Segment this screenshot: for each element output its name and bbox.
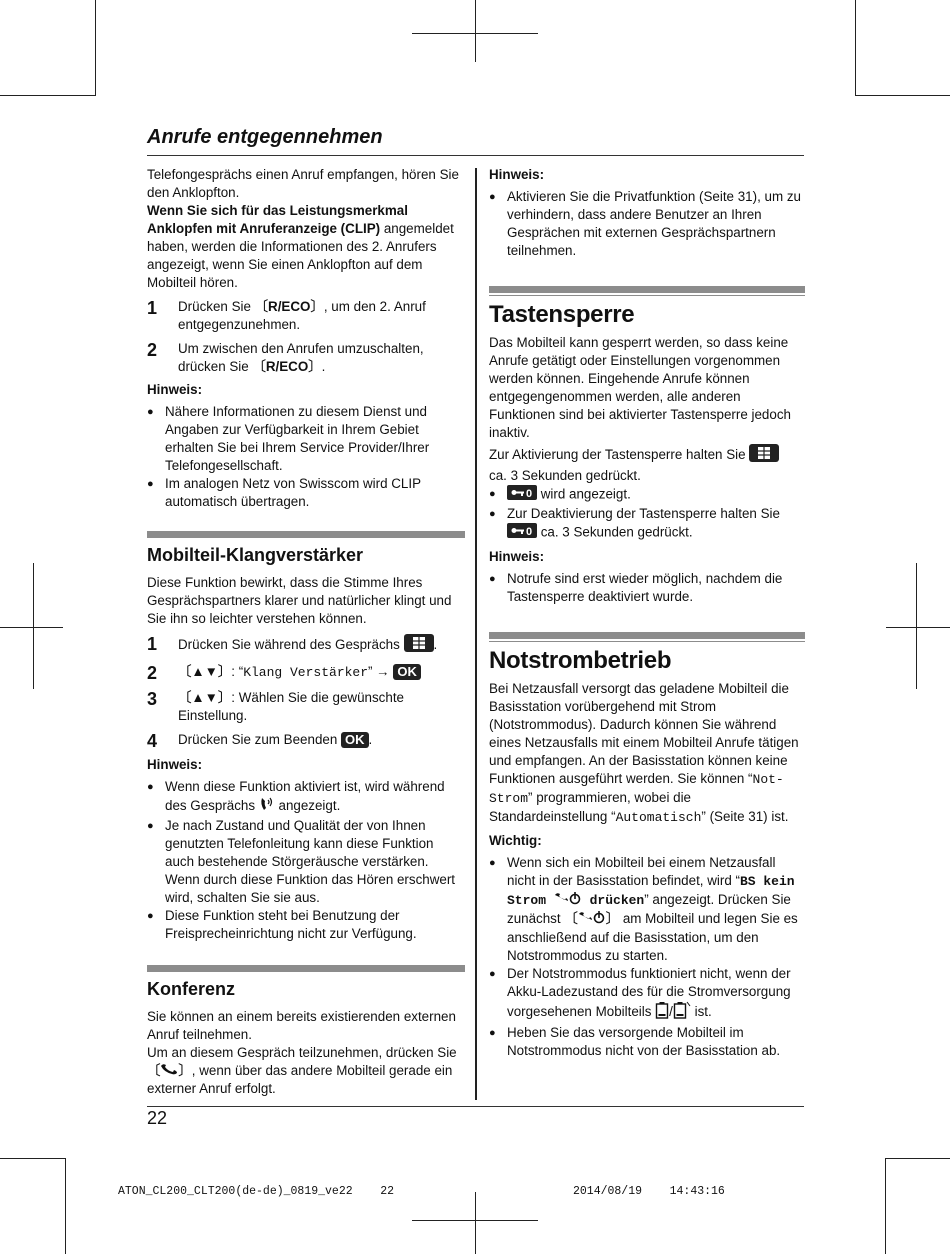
list-item: ● Zur Deaktivierung der Tastensperre halten Sie 0 ca. 3 Sekunden gedrückt. (489, 505, 805, 543)
step-2: 2 〔▲▼〕: “Klang Verstärker” → OK (147, 663, 465, 683)
klang-intro: Diese Funktion bewirkt, dass die Stimme Ihres Gesprächspartners klarer und natürlicher klingt und Sie ihn so leichter verstehen können. (147, 575, 452, 626)
key-lock-icon (507, 523, 537, 543)
konferenz-p2: Um an diesem Gespräch teilzunehmen, drücken Sie 〔 〕, wenn über das andere Mobilteil gerade ein externer Anruf erfolgt. (147, 1045, 457, 1097)
section-bar (489, 286, 805, 293)
left-column (147, 166, 465, 1098)
list-item: ● Heben Sie das versorgende Mobilteil im Notstrommodus nicht von der Basisstation ab. (489, 1025, 781, 1059)
section-bar (147, 965, 465, 972)
battery-low-icon (673, 1001, 691, 1024)
hint-label: Hinweis: (147, 382, 203, 397)
section-title-klang: Mobilteil-Klangverstärker (147, 545, 364, 565)
menu-icon (404, 634, 434, 657)
print-date-info: 2014/08/19 14:43:16 (573, 1185, 725, 1198)
section-title-konferenz: Konferenz (147, 979, 236, 999)
hint-label: Hinweis: (147, 757, 203, 772)
svg-text:0: 0 (526, 488, 533, 500)
footer-rule (147, 1106, 804, 1107)
print-file-info: ATON_CL200_CLT200(de-de)_0819_ve22 22 (118, 1185, 395, 1198)
menu-icon (749, 444, 779, 467)
clip-paragraph (147, 202, 465, 292)
lock-paragraph: Das Mobilteil kann gesperrt werden, so dass keine Anrufe getätigt oder Einstellungen vorgenommen werden können. Eingehende Anrufe können entgegengenommen werden, alle anderen Funktionen sind bei aktivierter Tastensperre jedoch inaktiv. (489, 335, 791, 440)
list-item: ● Nähere Informationen zu diesem Dienst und Angaben zur Verfügbarkeit in Ihrem Gebiet erhalten Sie bei Ihrem Service Provider/Ihrer Telefongesellschaft. (147, 404, 430, 473)
important-label: Wichtig: (489, 833, 542, 848)
list-item: ● Je nach Zustand und Qualität der von Ihnen genutzten Telefonleitung kann diese Funktion auch bestehende Störgeräusche verstärken. Wenn durch diese Funktion das Hören erschwert wird, schalten Sie sie aus. (147, 818, 456, 905)
hint-label: Hinweis: (489, 549, 545, 564)
list-item: ● Notrufe sind erst wieder möglich, nachdem die Tastensperre deaktiviert wurde. (489, 571, 783, 604)
list-item: ● Aktivieren Sie die Privatfunktion (Seite 31), um zu verhindern, dass andere Benutzer an Ihren Gesprächen mit externen Gesprächspartnern teilnehmen. (489, 189, 801, 258)
r-eco-key: 〔R/ECO〕 (254, 299, 324, 314)
ok-key-icon: OK (393, 664, 421, 680)
list-item: ● Wenn diese Funktion aktiviert ist, wird während des Gesprächs angezeigt. (147, 778, 465, 817)
section-title-tastensperre: Tastensperre (489, 301, 635, 328)
step-text: Drücken Sie 〔R/ECO〕, um den 2. Anruf entgegenzunehmen. (178, 299, 426, 332)
right-column (489, 166, 805, 1060)
list-item: ● 0 wird angezeigt. (489, 485, 805, 505)
section-bar (147, 531, 465, 538)
step-2 (147, 340, 465, 376)
title-rule (147, 155, 804, 156)
battery-empty-icon (655, 1001, 669, 1024)
list-item: ● Der Notstrommodus funktioniert nicht, wenn der Akku-Ladezustand des für die Stromversorgung vorgesehenen Mobilteils / ist. (489, 965, 805, 1024)
voice-enhancer-icon (259, 796, 275, 817)
step-1 (147, 298, 465, 334)
power-paragraph: Bei Netzausfall versorgt das geladene Mobilteil die Basisstation vorübergehend mit Strom (Notstrommodus). Dadurch können Sie während eines Netzausfalls mit einem Mobilteil Anrufe tätigen und empfangen. An der Basisstation können keine Funktionen ausgeführt werden. Sie können “Not-Strom” programmieren, wobei die Standardeinstellung “Automatisch” (Seite 31) ist. (489, 681, 799, 825)
off-power-icon (554, 891, 582, 910)
list-item: ● Diese Funktion steht bei Benutzung der Freisprecheinrichtung nicht zur Verfügung. (147, 908, 417, 941)
step-3: 3 〔▲▼〕: Wählen Sie die gewünschte Einstellung. (147, 689, 404, 723)
svg-text:0: 0 (526, 526, 533, 538)
list-item: ● Wenn sich ein Mobilteil bei einem Netzausfall nicht in der Basisstation befindet, wird “BS kein Strom drücken” angezeigt. Drücken Sie zunächst 〔 〕 am Mobilteil und legen Sie es anschließend auf die Basisstation, um den Notstrommodus zu starten. (489, 855, 798, 964)
hint-label: Hinweis: (489, 167, 545, 182)
lock-activate: Zur Aktivierung der Tastensperre halten Sie ca. 3 Sekunden gedrückt. (489, 444, 805, 485)
nav-key: 〔▲▼〕 (178, 664, 232, 679)
step-text: Um zwischen den Anrufen umzuschalten, drücken Sie 〔R/ECO〕. (178, 341, 424, 374)
section-bar (489, 632, 805, 639)
ok-key-icon: OK (341, 732, 369, 748)
clip-bold: Wenn Sie sich für das Leistungsmerkmal Anklopfen mit Anruferanzeige (CLIP) (147, 203, 408, 236)
konferenz-p1: Sie können an einem bereits existierenden externen Anruf teilnehmen. (147, 1009, 456, 1042)
step-4: 4 Drücken Sie zum Beenden OK . (147, 731, 373, 751)
page-title: Anrufe entgegennehmen (147, 126, 383, 148)
step-number: 2 (147, 340, 158, 360)
off-power-icon (578, 910, 606, 929)
talk-icon (160, 1062, 178, 1080)
clip-rest: angemeldet haben, werden die Informationen des 2. Anrufers angezeigt, wenn Sie einen Anklopfton auf dem Mobilteil hören. (147, 221, 454, 290)
section-bar-line (489, 641, 805, 642)
step-number: 1 (147, 298, 158, 318)
page-number: 22 (147, 1108, 168, 1128)
key-lock-icon (507, 485, 537, 505)
r-eco-key: 〔R/ECO〕 (252, 359, 322, 374)
intro-paragraph: Telefongesprächs einen Anruf empfangen, hören Sie den Anklopfton. (147, 167, 459, 200)
column-divider (475, 168, 477, 1100)
list-item: ● Im analogen Netz von Swisscom wird CLIP automatisch übertragen. (147, 476, 421, 509)
section-title-notstrom: Notstrombetrieb (489, 647, 672, 674)
step-1: 1 Drücken Sie während des Gesprächs . (147, 634, 465, 657)
nav-key: 〔▲▼〕 (178, 690, 232, 705)
section-bar-line (489, 295, 805, 296)
